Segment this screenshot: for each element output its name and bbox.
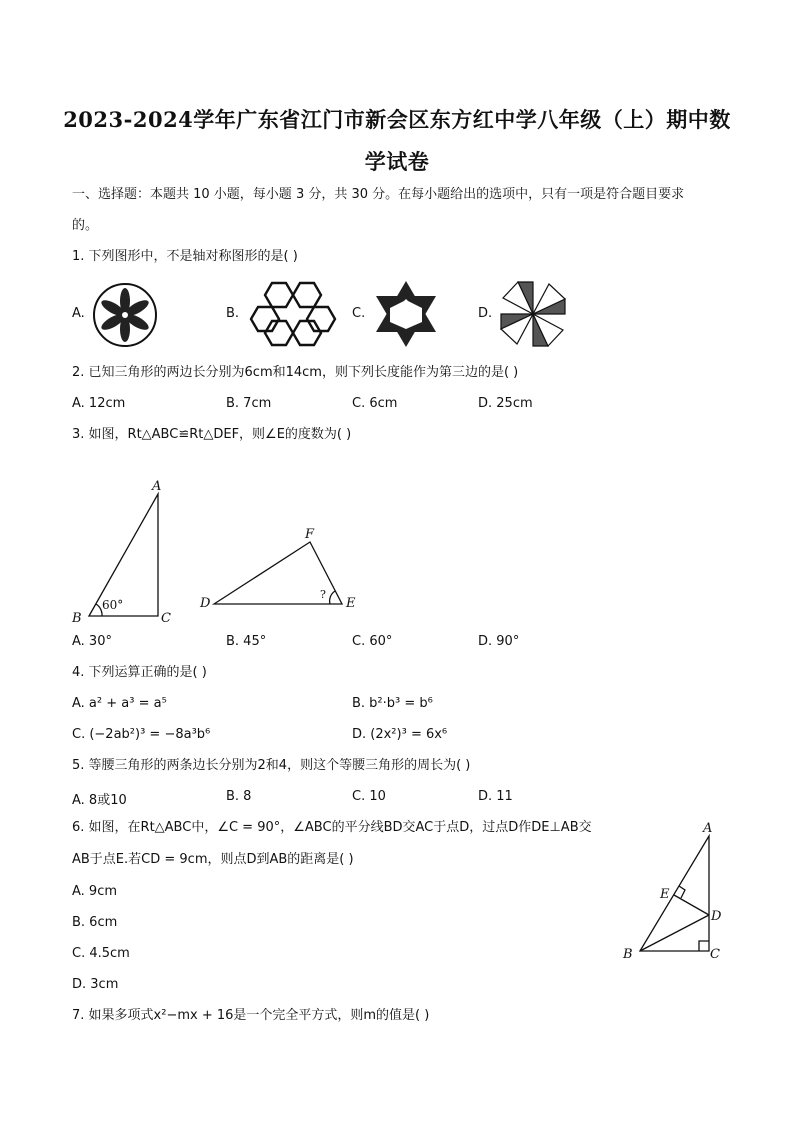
- question-6-option-c: C. 4.5cm: [72, 946, 130, 961]
- label-a: A: [152, 479, 162, 494]
- question-6-option-d: D. 3cm: [72, 977, 119, 992]
- angle-e-arc: [330, 591, 335, 604]
- question-6-option-b: B. 6cm: [72, 915, 118, 930]
- label-a: A: [703, 821, 713, 836]
- segment-de: [674, 895, 709, 915]
- triangle-abc: [89, 494, 158, 616]
- question-4-stem: 4. 下列运算正确的是( ): [72, 665, 207, 680]
- question-1-option-a: A.: [72, 306, 85, 321]
- question-3-stem: 3. 如图，Rt△ABC≌Rt△DEF，则∠E的度数为( ): [72, 427, 352, 442]
- question-6-stem-continued: AB于点E.若CD = 9cm，则点D到AB的距离是( ): [72, 852, 354, 867]
- question-1-option-b: B.: [226, 306, 240, 321]
- unknown-angle-label: ?: [320, 588, 326, 601]
- hexagon-ring-figure: [246, 277, 340, 351]
- question-5-option-c: C. 10: [352, 789, 386, 804]
- question-5-option-a: A. 8或10: [72, 793, 127, 808]
- question-2-option-a: A. 12cm: [72, 396, 126, 411]
- question-6-stem: 6. 如图，在Rt△ABC中，∠C = 90°，∠ABC的平分线BD交AC于点D，过点D作DE⊥AB交: [72, 820, 592, 835]
- section-instructions-continued: 的。: [72, 218, 99, 233]
- question-5-stem: 5. 等腰三角形的两条边长分别为2和4，则这个等腰三角形的周长为( ): [72, 758, 471, 773]
- angle-60-label: 60°: [102, 598, 124, 612]
- label-d: D: [711, 909, 722, 924]
- question-5-option-b: B. 8: [226, 789, 252, 804]
- label-f: F: [305, 527, 315, 542]
- label-c: C: [710, 947, 720, 962]
- label-c: C: [161, 611, 171, 626]
- hexagram-figure: [370, 278, 442, 350]
- angle-bisector-figure: [618, 820, 730, 968]
- question-3-option-d: D. 90°: [478, 634, 520, 649]
- pinwheel-figure: [498, 280, 568, 348]
- question-3-option-c: C. 60°: [352, 634, 393, 649]
- question-4-option-b: B. b²·b³ = b⁶: [352, 696, 433, 711]
- question-1-option-d: D.: [478, 306, 493, 321]
- question-4-option-d: D. (2x²)³ = 6x⁶: [352, 727, 448, 742]
- question-4-option-c: C. (−2ab²)³ = −8a³b⁶: [72, 727, 211, 742]
- question-3-option-a: A. 30°: [72, 634, 112, 649]
- triangle-abc: [640, 836, 709, 951]
- section-instructions: 一、选择题：本题共 10 小题，每小题 3 分，共 30 分。在每小题给出的选项中，只有一项是符合题目要求: [72, 187, 685, 202]
- congruent-triangles-figure: [66, 474, 376, 630]
- question-2-option-d: D. 25cm: [478, 396, 533, 411]
- question-1-stem: 1. 下列图形中，不是轴对称图形的是( ): [72, 249, 298, 264]
- question-3-option-b: B. 45°: [226, 634, 267, 649]
- right-angle-c: [699, 941, 709, 951]
- label-e: E: [660, 887, 670, 902]
- page-title: 2023-2024学年广东省江门市新会区东方红中学八年级（上）期中数: [63, 107, 731, 132]
- label-b: B: [72, 611, 82, 626]
- question-4-option-a: A. a² + a³ = a⁵: [72, 696, 167, 711]
- page-title-continued: 学试卷: [364, 149, 430, 174]
- question-5-option-d: D. 11: [478, 789, 513, 804]
- label-b: B: [623, 947, 633, 962]
- right-angle-e: [679, 886, 685, 898]
- question-1-option-c: C.: [352, 306, 366, 321]
- question-7-stem: 7. 如果多项式x²−mx + 16是一个完全平方式，则m的值是( ): [72, 1008, 430, 1023]
- flower-circle-figure: [92, 282, 158, 348]
- question-2-stem: 2. 已知三角形的两边长分别为6cm和14cm，则下列长度能作为第三边的是( ): [72, 365, 519, 380]
- question-6-option-a: A. 9cm: [72, 884, 118, 899]
- question-2-option-c: C. 6cm: [352, 396, 398, 411]
- question-2-option-b: B. 7cm: [226, 396, 272, 411]
- label-d: D: [200, 596, 211, 611]
- label-e: E: [346, 596, 356, 611]
